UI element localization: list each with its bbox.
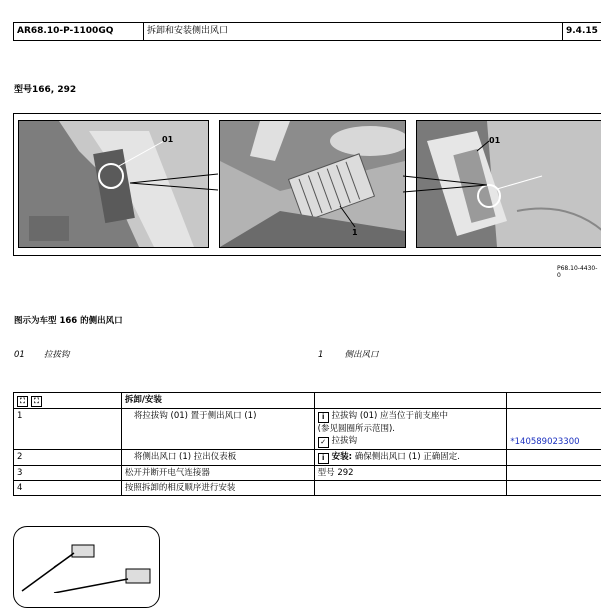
table-row (14, 466, 601, 481)
callout-1: 1 (352, 228, 358, 237)
step-action: 按照拆卸的相反顺序进行安装 (121, 481, 314, 496)
callout-01-b: 01 (489, 136, 501, 145)
header-icons-cell (14, 393, 122, 409)
table-header-row (14, 393, 601, 409)
info-icon: i (318, 412, 329, 423)
figure-connector-lines (0, 0, 601, 260)
figure-caption: 图示为车型 166 的侧出风口 (14, 314, 123, 326)
steps-table (13, 392, 601, 496)
legend-text: 侧出风口 (345, 350, 379, 360)
legend-number: 01 (14, 350, 25, 360)
legend-text: 拉拔钩 (44, 350, 70, 360)
document-date: 9.4.15 (563, 23, 601, 40)
step-action: 将拉拔钩 (01) 置于侧出风口 (1) (121, 409, 314, 450)
table-row (14, 481, 601, 496)
tool-illustration-box (13, 526, 160, 608)
tool-check-icon: ✓ (318, 437, 329, 448)
step-action: 松开并断开电气连接器 (121, 466, 314, 481)
step-note: i 安装: 确保侧出风口 (1) 正确固定. (314, 450, 507, 466)
info-icon: i (318, 453, 329, 464)
legend-item-1 (318, 342, 379, 361)
pull-hook-tool-icon (14, 527, 159, 593)
tool-reference-link[interactable]: *140589023300 (510, 437, 579, 447)
document-id: AR68.10-P-1100GQ (14, 23, 144, 40)
callout-01-a: 01 (162, 135, 174, 144)
step-action: 将侧出风口 (1) 拉出仪表板 (121, 450, 314, 466)
step-number: 2 (14, 450, 122, 466)
model-line: 型号166, 292 (14, 82, 76, 95)
legend-number: 1 (318, 350, 323, 360)
table-row (14, 450, 601, 466)
step-note: 型号 292 (314, 466, 507, 481)
step-number: 3 (14, 466, 122, 481)
document-title: 拆卸和安装侧出风口 (144, 23, 563, 40)
step-note: i 拉拔钩 (01) 应当位于前支座中 (参见圆圈所示范围). ✓ 拉拔钩 (314, 409, 507, 450)
step-number: 1 (14, 409, 122, 450)
step-number: 4 (14, 481, 122, 496)
install-icon: ⛶ (31, 396, 42, 407)
figure-code: P68.10-4430-0 (557, 265, 601, 279)
remove-icon: ⛶ (17, 396, 28, 407)
header-label: 拆卸/安装 (121, 393, 314, 409)
table-row (14, 409, 601, 450)
legend-item-01 (14, 342, 69, 361)
